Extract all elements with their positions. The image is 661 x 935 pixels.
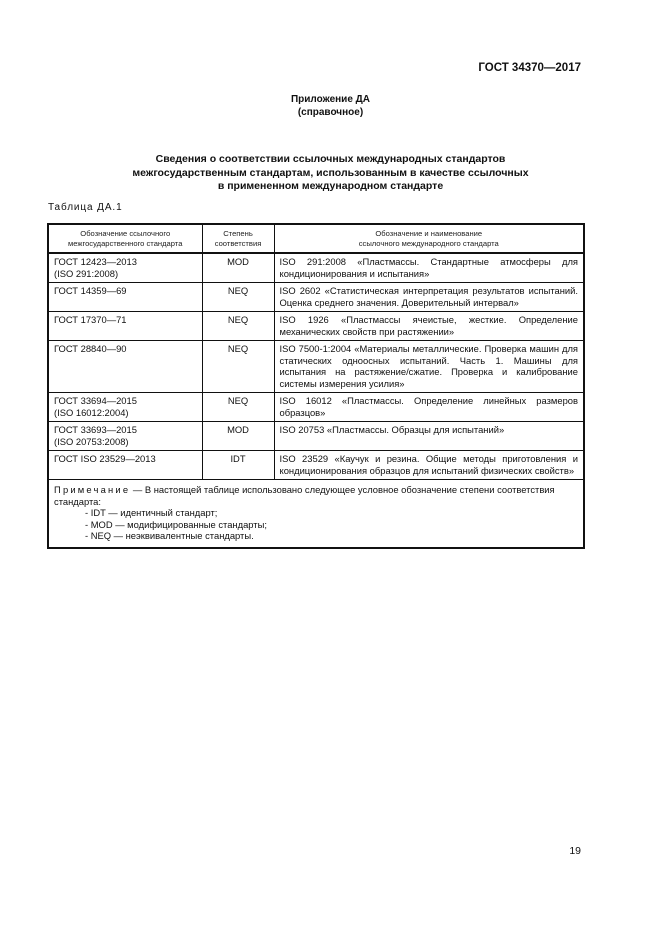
table-row <box>48 341 584 393</box>
column-header-degree: Степень соответствия <box>202 224 274 253</box>
table-row <box>48 253 584 283</box>
section-heading <box>0 153 661 194</box>
international-standard-cell: ISO 23529 «Каучук и резина. Общие методы приготовления и кондиционирования образцов для испытаний физических свойств» <box>274 451 584 480</box>
international-standard-cell: ISO 1926 «Пластмассы ячеистые, жесткие. Определение механических свойств при растяжении» <box>274 312 584 341</box>
table-row <box>48 422 584 451</box>
international-standard-cell: ISO 20753 «Пластмассы. Образцы для испытаний» <box>274 422 584 451</box>
table-note-row <box>48 480 584 548</box>
degree-cell: MOD <box>202 253 274 283</box>
degree-cell: IDT <box>202 451 274 480</box>
degree-cell: NEQ <box>202 312 274 341</box>
standard-cell: ГОСТ 33693—2015 (ISO 20753:2008) <box>48 422 202 451</box>
table-row <box>48 283 584 312</box>
heading-line-1: Сведения о соответствии ссылочных международных стандартов <box>155 153 506 165</box>
annex-status: (справочное) <box>297 107 364 118</box>
standard-cell: ГОСТ 12423—2013 (ISO 291:2008) <box>48 253 202 283</box>
annex-title <box>0 93 661 119</box>
table-note <box>48 480 584 548</box>
degree-cell: NEQ <box>202 341 274 393</box>
table-row <box>48 451 584 480</box>
correspondence-table <box>47 223 585 549</box>
table-row <box>48 393 584 422</box>
standard-cell: ГОСТ ISO 23529—2013 <box>48 451 202 480</box>
page-number: 19 <box>569 845 581 857</box>
table-caption: Таблица ДА.1 <box>48 202 123 213</box>
international-standard-cell: ISO 16012 «Пластмассы. Определение линейных размеров образцов» <box>274 393 584 422</box>
degree-cell: NEQ <box>202 283 274 312</box>
column-header-international: Обозначение и наименование ссылочного международного стандарта <box>274 224 584 253</box>
international-standard-cell: ISO 2602 «Статистическая интерпретация результатов испытаний. Оценка среднего значения. Доверительный интервал» <box>274 283 584 312</box>
note-list <box>54 507 578 542</box>
column-header-standard: Обозначение ссылочного межгосударственного стандарта <box>48 224 202 253</box>
international-standard-cell: ISO 291:2008 «Пластмассы. Стандартные атмосферы для кондиционирования и испытания» <box>274 253 584 283</box>
standard-cell: ГОСТ 14359—69 <box>48 283 202 312</box>
table-row <box>48 312 584 341</box>
standard-cell: ГОСТ 28840—90 <box>48 341 202 393</box>
note-text: — В настоящей таблице использовано следующее условное обозначение степени соответствия стандарта: <box>54 484 555 507</box>
heading-line-3: в примененном международном стандарте <box>217 180 444 192</box>
standard-cell: ГОСТ 17370—71 <box>48 312 202 341</box>
degree-cell: NEQ <box>202 393 274 422</box>
standard-cell: ГОСТ 33694—2015 (ISO 16012:2004) <box>48 393 202 422</box>
document-code: ГОСТ 34370—2017 <box>478 62 581 74</box>
table-header-row <box>48 224 584 253</box>
note-item: - NEQ — неэквивалентные стандарты. <box>85 530 254 541</box>
degree-cell: MOD <box>202 422 274 451</box>
note-item: - MOD — модифицированные стандарты; <box>85 518 267 530</box>
heading-line-2: межгосударственным стандартам, использованным в качестве ссылочных <box>132 166 529 179</box>
international-standard-cell: ISO 7500-1:2004 «Материалы металлические. Проверка машин для статических одноосных испытаний. Часть 1. Машины для испытания на растяжение/сжатие. Проверка и калибрование системы измерения усилия» <box>274 341 584 393</box>
note-item: - IDT — идентичный стандарт; <box>85 507 218 518</box>
annex-label: Приложение ДА <box>290 94 371 105</box>
note-label: Примечание <box>54 484 131 495</box>
